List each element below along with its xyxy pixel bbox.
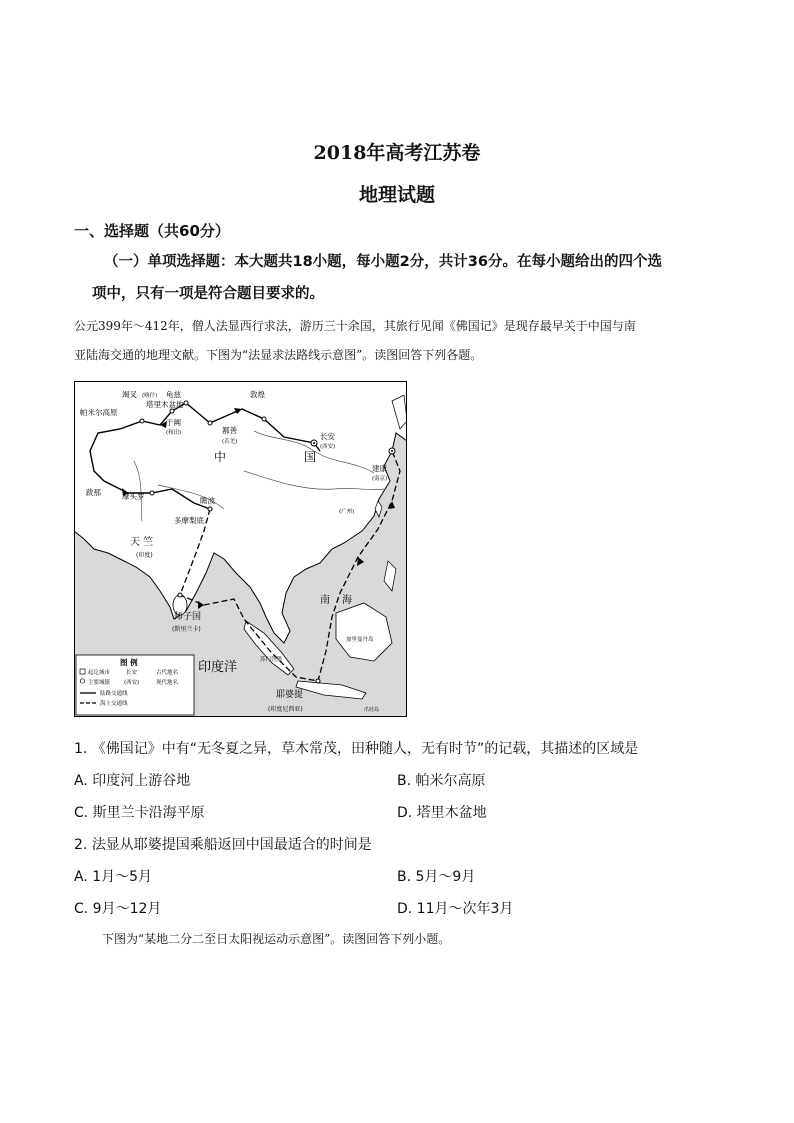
map-label-duomolidi: 多摩梨底 xyxy=(174,516,204,525)
jie-marker xyxy=(140,419,144,423)
map-label-nanhai-2: 海 xyxy=(342,595,352,606)
map-label-zhong: 中 xyxy=(214,450,227,464)
main-town-symbol xyxy=(80,679,84,683)
map-label-dunhuang: 敦煌 xyxy=(250,390,265,399)
legend-modern-label: 现代地名 xyxy=(156,680,179,686)
yepoti-marker xyxy=(316,679,320,683)
map-label-zheye: 跋那 xyxy=(86,488,101,497)
question-2-stem: 2. 法显从耶婆提国乘船返回中国最适合的时间是 xyxy=(74,837,372,853)
map-label-changan: 长安 xyxy=(320,432,335,441)
dunhuang-marker xyxy=(262,417,266,421)
legend-ancient-label: 古代地名 xyxy=(156,670,179,676)
map-legend xyxy=(76,655,194,715)
shiziguo-marker xyxy=(178,593,182,597)
map-label-tianzhu-modern: (印度) xyxy=(136,552,153,559)
map-label-yutian: 于阗 xyxy=(166,418,181,427)
legend-land-route: 陆路交通线 xyxy=(100,691,128,697)
legend-modern-example: (西安) xyxy=(124,680,140,686)
map-label-shanshan-modern: (若羌) xyxy=(222,439,238,445)
map-label-nanhai-1: 南 xyxy=(320,595,330,606)
map-label-shiziguo: 师子国 xyxy=(174,612,202,622)
sub-heading-line1: （一）单项选择题：本大题共18小题，每小题2分，共计36分。在每小题给出的四个选 xyxy=(104,254,662,270)
question-1-option-d[interactable]: D. 塔里木盆地 xyxy=(397,805,487,821)
map-label-tianzhu: 天 竺 xyxy=(130,537,154,548)
zhanbo-marker xyxy=(208,507,212,511)
shanshan-marker xyxy=(208,421,212,425)
map-label-jie: 竭叉 xyxy=(122,390,137,399)
question-1-option-b[interactable]: B. 帕米尔高原 xyxy=(397,773,486,789)
legend-start-city: 起讫城市 xyxy=(88,670,111,676)
qiuci-marker xyxy=(184,401,188,405)
map-label-jie-modern: (喀什) xyxy=(142,393,158,399)
map-label-pamir: 帕米尔高原 xyxy=(80,408,118,417)
jiankang-marker-dot xyxy=(391,450,393,452)
paper-subtitle: 地理试题 xyxy=(358,184,435,206)
sub-heading-line2: 项中，只有一项是符合题目要求的。 xyxy=(92,286,324,302)
legend-title: 图 例 xyxy=(120,658,138,667)
map-label-tarim: 塔里木盆地 xyxy=(146,400,184,409)
map-label-jiankang: 建康 xyxy=(372,464,387,473)
question-1-stem: 1. 《佛国记》中有“无冬夏之异，草木常茂，田种随人，无有时节”的记载，其描述的区域是 xyxy=(74,741,639,757)
changan-marker-dot xyxy=(313,442,315,444)
map-label-java: 爪哇岛 xyxy=(364,707,380,713)
next-question-intro: 下图为“某地二分二至日太阳视运动示意图”。读图回答下列小题。 xyxy=(102,932,451,946)
legend-main-town: 主要城镇 xyxy=(88,680,111,686)
start-city-symbol xyxy=(80,669,85,674)
legend-sea-route: 海上交通线 xyxy=(100,701,128,707)
map-label-guangzhou: (广州) xyxy=(339,509,355,515)
map-label-matouluo: 摩头罗 xyxy=(122,492,145,501)
yutian-marker xyxy=(170,409,174,413)
map-label-jiankang-modern: (南京) xyxy=(372,476,388,482)
map-label-yepoti: 耶婆提 xyxy=(276,690,304,700)
map-label-yutian-modern: (和田) xyxy=(166,430,182,436)
map-label-shanshan: 鄯善 xyxy=(222,426,237,435)
intro-line1: 公元399年～412年，僧人法显西行求法，游历三十余国，其旅行见闻《佛国记》是现存最早关于中国与南 xyxy=(74,319,636,333)
map-label-yepoti-modern: (印度尼西亚) xyxy=(268,706,303,713)
map-label-kalimantan: 加里曼丹岛 xyxy=(346,637,374,643)
map-label-indian-ocean: 印度洋 xyxy=(198,660,238,675)
question-2-option-b[interactable]: B. 5月～9月 xyxy=(397,869,476,885)
faxian-route-map xyxy=(74,381,407,717)
question-2-option-c[interactable]: C. 9月～12月 xyxy=(74,901,162,917)
map-label-changan-modern: (西安) xyxy=(320,444,336,450)
paper-title: 2018年高考江苏卷 xyxy=(313,142,481,164)
section-heading: 一、选择题（共60分） xyxy=(74,222,230,240)
question-1-option-a[interactable]: A. 印度河上游谷地 xyxy=(74,773,191,789)
map-label-zhanbo: 瞻波 xyxy=(200,496,215,505)
question-2-option-a[interactable]: A. 1月～5月 xyxy=(74,869,153,885)
map-label-sumatra: 苏门答腊 xyxy=(260,657,283,663)
question-2-option-d[interactable]: D. 11月～次年3月 xyxy=(397,901,514,917)
map-label-guo: 国 xyxy=(304,450,317,464)
intro-line2: 亚陆海交通的地理文献。下图为“法显求法路线示意图”。读图回答下列各题。 xyxy=(74,348,483,362)
legend-ancient-example: 长安 xyxy=(126,670,138,676)
question-1-option-c[interactable]: C. 斯里兰卡沿海平原 xyxy=(74,805,205,821)
map-label-qiuci: 龟兹 xyxy=(166,390,181,399)
matouluo-marker xyxy=(150,491,154,495)
map-label-shiziguo-modern: (斯里兰卡) xyxy=(172,626,201,633)
